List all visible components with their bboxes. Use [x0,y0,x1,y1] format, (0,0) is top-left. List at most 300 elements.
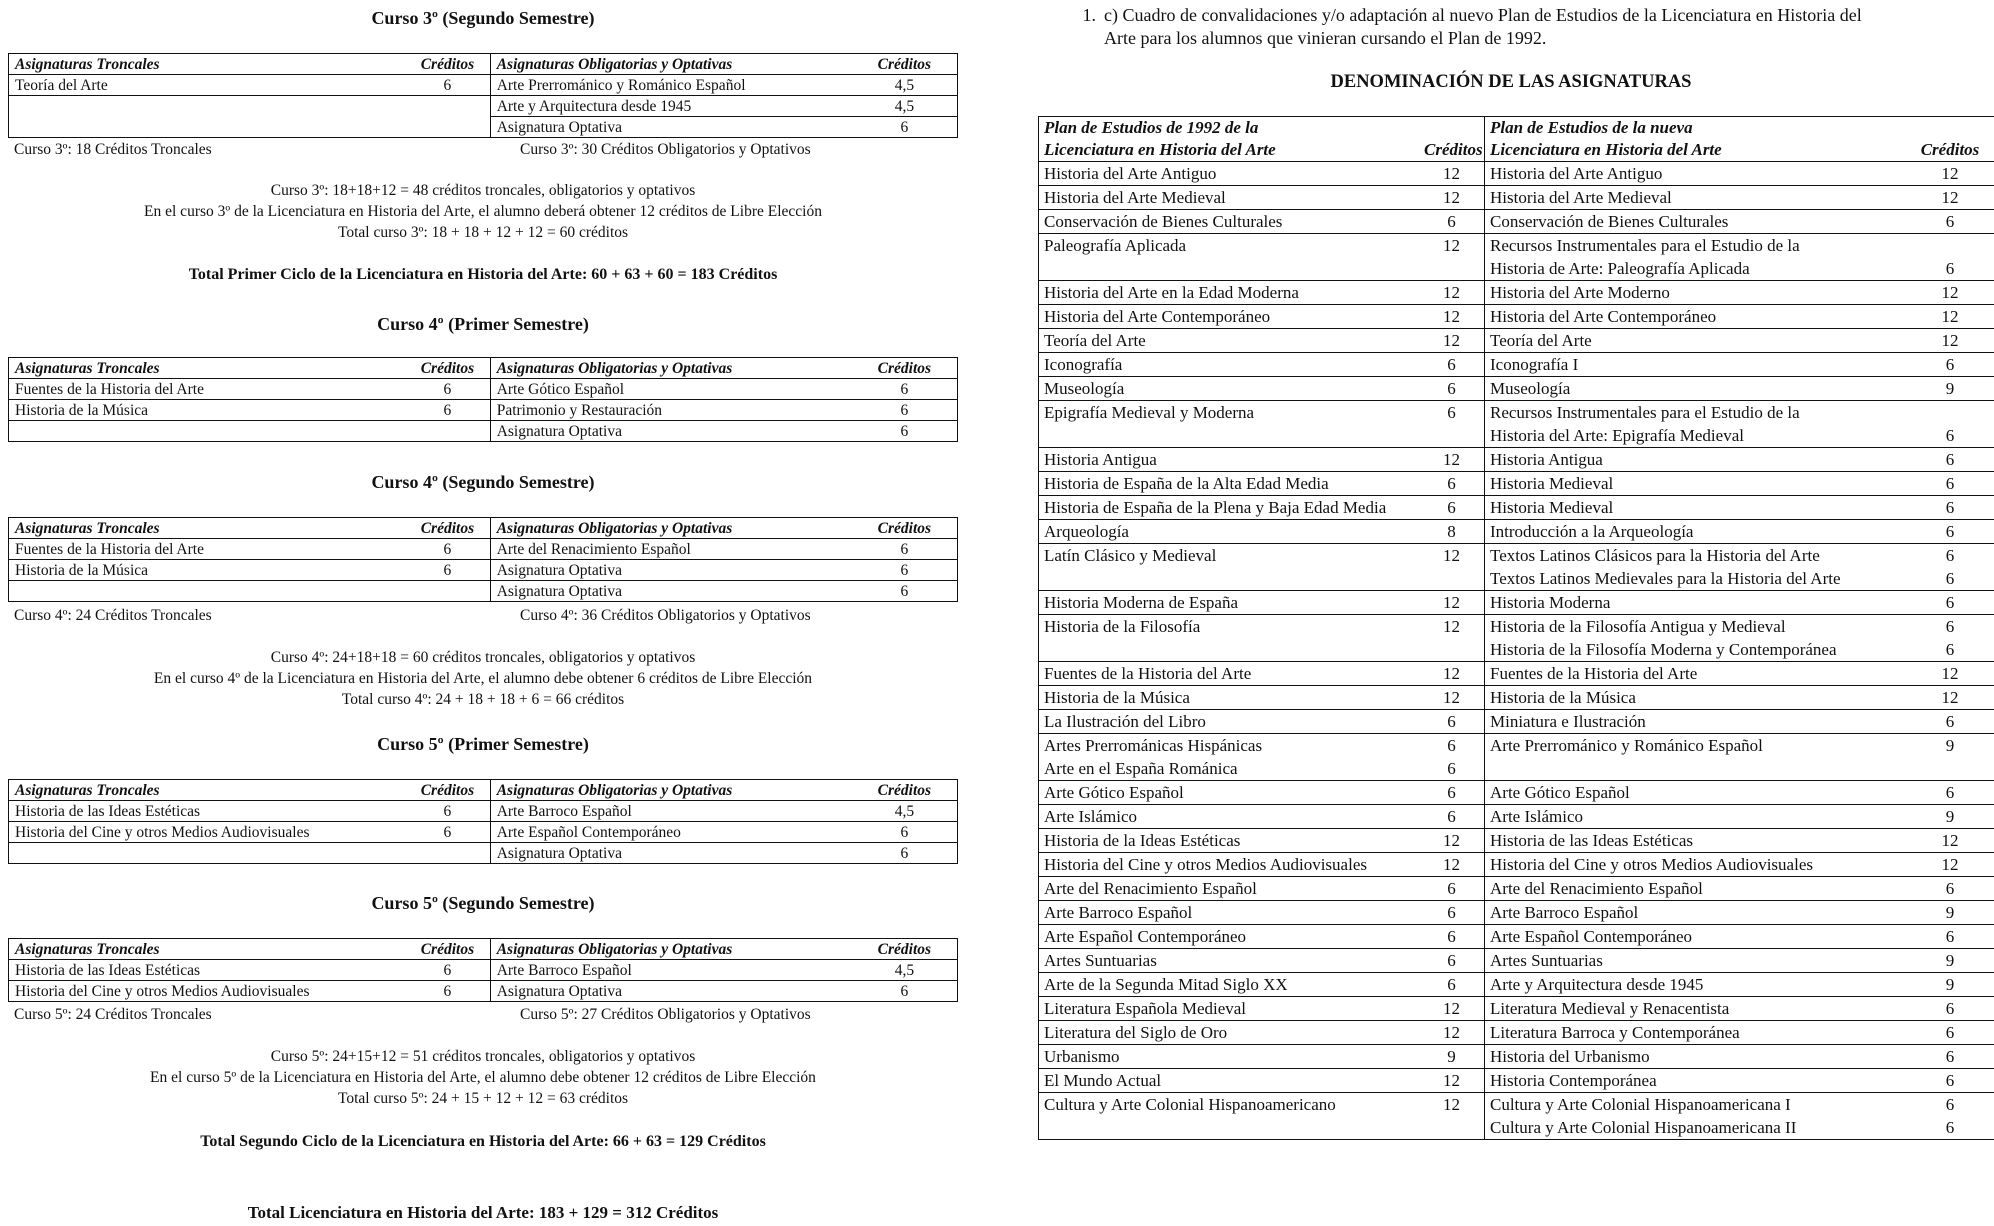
table-cell: Teoría del Arte [9,75,406,96]
header-obligatorias: Asignaturas Obligatorias y Optativas [490,939,852,960]
page-title: DENOMINACIÓN DE LAS ASIGNATURAS [1330,72,1692,92]
new-credits-cell [1905,448,1994,472]
new-subject: Recursos Instrumentales para el Estudio de la [1490,236,1800,255]
header-creditos: Créditos [852,54,958,75]
table-cell: 6 [405,560,490,581]
new-subject-cell [1485,973,1906,997]
new-subject-cell [1485,162,1906,186]
old-subject: Historia de España de la Plena y Baja Edad Media [1044,498,1387,517]
new-credits: 12 [1941,331,1959,350]
new-subject-cell [1485,949,1906,973]
credits-calculation [8,647,958,710]
new-subject-cell [1485,448,1906,472]
table-row [1039,925,1994,949]
table-cell: Asignatura Optativa [490,560,852,581]
new-subject-cell [1485,662,1906,686]
old-credits: 6 [1447,807,1456,826]
table-row [1039,1069,1994,1093]
section-title: Curso 3º (Segundo Semestre) [371,8,595,28]
old-subject: Fuentes de la Historia del Arte [1044,664,1252,683]
old-credits-cell [1419,1069,1485,1093]
old-credits-cell [1419,1021,1485,1045]
table-row [1039,234,1994,281]
old-subject-cell [1039,591,1420,615]
new-subject: Historia del Arte Contemporáneo [1490,307,1717,326]
new-credits [1910,401,1990,424]
old-credits: 8 [1447,522,1456,541]
old-subject: Historia del Arte Contemporáneo [1044,307,1271,326]
table-cell: 6 [852,822,958,843]
calc-line: Curso 4º: 24+18+18 = 60 créditos troncales, obligatorios y optativos [270,649,696,666]
table-cell: Arte Barroco Español [490,801,852,822]
old-credits: 6 [1447,879,1456,898]
new-subject-cell [1485,877,1906,901]
table-cell: 6 [852,539,958,560]
old-credits: 12 [1443,593,1460,612]
new-credits-cell [1905,1069,1994,1093]
new-credits: 12 [1941,664,1959,683]
section-title: Curso 5º (Segundo Semestre) [371,893,595,913]
table-row [1039,591,1994,615]
new-subject: Historia de la Filosofía Antigua y Medieval [1490,617,1786,636]
old-subject-cell [1039,520,1420,544]
new-subject: Historia del Cine y otros Medios Audiovisuales [1490,855,1813,874]
old-subject: Literatura Española Medieval [1044,999,1247,1018]
old-subject-cell [1039,401,1420,448]
new-credits: 9 [1945,379,1955,398]
table-row [1039,949,1994,973]
old-subject: Arte del Renacimiento Español [1044,879,1257,898]
credits-calculation [8,1046,958,1109]
old-subject: Historia del Cine y otros Medios Audiovisuales [1044,855,1367,874]
old-subject: Artes Suntuarias [1044,951,1157,970]
new-credits: 6 [1945,617,1955,636]
table-cell: 4,5 [852,960,958,981]
new-subject-cell [1485,901,1906,925]
table-cell: 4,5 [852,801,958,822]
new-credits: 6 [1945,783,1955,802]
table-cell: Asignatura Optativa [490,981,852,1002]
old-credits: 12 [1443,331,1460,350]
old-credits-cell [1419,162,1485,186]
table-row [1039,281,1994,305]
table-row [1039,448,1994,472]
new-credits-cell [1905,210,1994,234]
old-credits-cell [1419,496,1485,520]
new-credits-cell [1905,234,1994,281]
table-row [1039,520,1994,544]
old-credits-cell [1419,615,1485,662]
new-subject: Historia de la Música [1490,688,1636,707]
new-credits-cell [1905,925,1994,949]
new-credits: 6 [1945,879,1955,898]
old-credits: 12 [1443,1095,1460,1114]
new-credits: 6 [1945,593,1955,612]
table-cell: 4,5 [852,75,958,96]
table-row [1039,496,1994,520]
intro-line: Arte para los alumnos que vinieran cursando el Plan de 1992. [1104,28,1547,48]
header-new-plan [1485,117,1906,162]
new-subject-cell [1485,401,1906,448]
course-table [8,938,958,1002]
table-row [1039,186,1994,210]
table-cell: 6 [405,400,490,421]
table-cell: Historia de las Ideas Estéticas [9,801,406,822]
new-credits-cell [1905,281,1994,305]
new-subject: Historia de las Ideas Estéticas [1490,831,1693,850]
table-row [1039,686,1994,710]
old-credits-cell [1419,973,1485,997]
new-subject: Textos Latinos Medievales para la Historia del Arte [1490,569,1841,588]
old-credits-cell [1419,781,1485,805]
header-troncales: Asignaturas Troncales [9,939,406,960]
table-cell: Historia de la Música [9,400,406,421]
old-credits-cell [1419,662,1485,686]
new-credits-cell [1905,472,1994,496]
table-row [1039,1045,1994,1069]
new-subject: Cultura y Arte Colonial Hispanoamericana II [1490,1118,1797,1137]
table-cell: 6 [405,822,490,843]
table-row [1039,877,1994,901]
new-subject-cell [1485,329,1906,353]
old-subject-cell [1039,853,1420,877]
old-credits: 6 [1447,903,1456,922]
table-cell: 6 [405,960,490,981]
new-subject: Textos Latinos Clásicos para la Historia del Arte [1490,546,1820,565]
new-credits: 6 [1945,927,1955,946]
header-obligatorias: Asignaturas Obligatorias y Optativas [490,518,852,539]
new-subject-cell [1485,496,1906,520]
table-cell: Historia del Cine y otros Medios Audiovisuales [9,822,406,843]
table-row [1039,1093,1994,1140]
new-credits-cell [1905,377,1994,401]
old-subject: Cultura y Arte Colonial Hispanoamericano [1044,1095,1336,1114]
new-subject-cell [1485,710,1906,734]
new-credits: 6 [1945,522,1955,541]
table-cell [9,117,406,138]
new-credits-cell [1905,734,1994,781]
section-title: Curso 4º (Segundo Semestre) [371,472,595,492]
new-subject: Historia del Arte Medieval [1490,188,1672,207]
table-cell: 6 [852,117,958,138]
old-subject-cell [1039,901,1420,925]
old-credits: 12 [1443,688,1460,707]
new-credits-cell [1905,901,1994,925]
new-subject: Arte Español Contemporáneo [1490,927,1693,946]
table-row [1039,781,1994,805]
old-subject-cell [1039,162,1420,186]
table-row [1039,615,1994,662]
new-subject: Historia del Arte Moderno [1490,283,1670,302]
header-creditos: Créditos [405,358,490,379]
new-credits: 12 [1941,188,1959,207]
old-subject: Arte Español Contemporáneo [1044,927,1247,946]
new-credits-cell [1905,662,1994,686]
new-subject: Artes Suntuarias [1490,951,1603,970]
calc-line: Curso 3º: 18+18+12 = 48 créditos troncales, obligatorios y optativos [270,182,696,199]
header-obligatorias: Asignaturas Obligatorias y Optativas [490,54,852,75]
new-subject-cell [1485,805,1906,829]
new-credits: 9 [1945,951,1955,970]
old-subject-cell [1039,734,1420,781]
old-subject-cell [1039,329,1420,353]
new-credits-cell [1905,973,1994,997]
new-subject: Historia de Arte: Paleografía Aplicada [1490,259,1750,278]
table-cell: 6 [405,379,490,400]
old-subject: Paleografía Aplicada [1044,236,1187,255]
table-cell [9,843,406,864]
header-line: Plan de Estudios de la nueva [1490,118,1693,137]
table-row [1039,710,1994,734]
new-credits: 12 [1941,307,1959,326]
old-credits-cell [1419,1045,1485,1069]
table-cell: Historia de las Ideas Estéticas [9,960,406,981]
table-cell: 6 [405,75,490,96]
old-subject-cell [1039,973,1420,997]
new-credits: 12 [1941,831,1959,850]
old-subject: El Mundo Actual [1044,1071,1162,1090]
header-new-credits: Créditos [1905,117,1994,162]
old-subject-cell [1039,305,1420,329]
new-subject-cell [1485,1069,1906,1093]
new-subject: Recursos Instrumentales para el Estudio de la [1490,403,1800,422]
old-credits-cell [1419,853,1485,877]
old-credits-cell [1419,520,1485,544]
old-credits-cell [1419,925,1485,949]
old-credits: 12 [1443,664,1460,683]
new-credits-cell [1905,997,1994,1021]
old-subject: Museología [1044,379,1125,398]
old-credits: 6 [1447,975,1456,994]
header-creditos: Créditos [852,780,958,801]
new-subject-cell [1485,210,1906,234]
old-subject-cell [1039,710,1420,734]
old-subject-cell [1039,448,1420,472]
new-credits: 6 [1945,1118,1955,1137]
new-subject-cell [1485,1045,1906,1069]
header-creditos: Créditos [405,518,490,539]
old-subject-cell [1039,210,1420,234]
table-cell: 6 [852,843,958,864]
table-row [1039,901,1994,925]
old-credits-cell [1419,305,1485,329]
table-cell [405,117,490,138]
course-table [8,53,958,138]
old-subject: Artes Prerrománicas Hispánicas [1044,736,1263,755]
new-credits-cell [1905,853,1994,877]
summary-obligatorias: Curso 3º: 30 Créditos Obligatorios y Optativos [520,141,811,158]
header-creditos: Créditos [405,780,490,801]
new-credits-cell [1905,329,1994,353]
new-credits-cell [1905,615,1994,662]
old-credits-cell [1419,734,1485,781]
new-credits: 6 [1945,474,1955,493]
old-credits-cell [1419,686,1485,710]
table-row [1039,805,1994,829]
table-row [1039,472,1994,496]
new-credits: 6 [1945,640,1955,659]
old-subject-cell [1039,1045,1420,1069]
new-credits: 6 [1945,1071,1955,1090]
summary-troncales: Curso 4º: 24 Créditos Troncales [14,607,212,624]
old-subject: Arqueología [1044,522,1129,541]
new-credits-cell [1905,829,1994,853]
new-credits-cell [1905,305,1994,329]
table-cell: Fuentes de la Historia del Arte [9,379,406,400]
new-subject-cell [1485,781,1906,805]
old-subject: Historia Moderna de España [1044,593,1239,612]
old-credits-cell [1419,901,1485,925]
new-subject: Arte Barroco Español [1490,903,1639,922]
old-credits-cell [1419,472,1485,496]
header-old-credits: Créditos [1419,117,1485,162]
new-credits: 6 [1945,355,1955,374]
new-credits: 6 [1945,546,1955,565]
header-line: Plan de Estudios de 1992 de la [1044,118,1259,137]
header-troncales: Asignaturas Troncales [9,358,406,379]
old-credits-cell [1419,448,1485,472]
old-credits: 6 [1447,212,1456,231]
old-subject: Historia del Arte Medieval [1044,188,1226,207]
table-row [1039,401,1994,448]
new-credits: 6 [1945,712,1955,731]
old-subject-cell [1039,472,1420,496]
table-row [1039,829,1994,853]
old-credits: 12 [1443,164,1460,183]
old-credits-cell [1419,401,1485,448]
new-credits-cell [1905,686,1994,710]
new-subject: Iconografía I [1490,355,1579,374]
old-subject-cell [1039,949,1420,973]
new-subject-cell [1485,615,1906,662]
table-cell: 6 [852,981,958,1002]
new-credits [1910,234,1990,257]
new-credits: 12 [1941,688,1959,707]
table-cell: Historia de la Música [9,560,406,581]
table-cell: 6 [405,801,490,822]
summary-obligatorias: Curso 5º: 27 Créditos Obligatorios y Optativos [520,1006,811,1023]
old-subject-cell [1039,805,1420,829]
header-obligatorias: Asignaturas Obligatorias y Optativas [490,780,852,801]
calc-line: Curso 5º: 24+15+12 = 51 créditos troncales, obligatorios y optativos [270,1048,696,1065]
new-subject: Literatura Barroca y Contemporánea [1490,1023,1740,1042]
calc-line: En el curso 5º de la Licenciatura en Historia del Arte, el alumno debe obtener 12 créditos de Libre Elección [150,1069,816,1086]
table-row [1039,973,1994,997]
table-cell [405,843,490,864]
new-subject: Arte Islámico [1490,807,1583,826]
new-credits: 12 [1941,164,1959,183]
new-subject-cell [1485,734,1906,781]
header-creditos: Créditos [852,358,958,379]
new-credits: 6 [1945,1095,1955,1114]
old-subject: Latín Clásico y Medieval [1044,546,1217,565]
table-cell: 6 [405,539,490,560]
table-row [1039,162,1994,186]
new-subject-cell [1485,544,1906,591]
old-credits: 6 [1447,403,1456,422]
new-subject: Literatura Medieval y Renacentista [1490,999,1730,1018]
old-subject-cell [1039,781,1420,805]
old-credits: 6 [1447,712,1456,731]
table-row [1039,853,1994,877]
old-subject-cell [1039,877,1420,901]
new-subject: Introducción a la Arqueología [1490,522,1694,541]
header-obligatorias: Asignaturas Obligatorias y Optativas [490,358,852,379]
old-credits: 12 [1443,831,1460,850]
equivalence-table [1038,116,1994,1140]
new-subject-cell [1485,353,1906,377]
new-credits: 6 [1945,498,1955,517]
table-cell: Fuentes de la Historia del Arte [9,539,406,560]
total-primer-ciclo: Total Primer Ciclo de la Licenciatura en Historia del Arte: 60 + 63 + 60 = 183 Créditos [188,266,778,283]
total-licenciatura: Total Licenciatura en Historia del Arte: 183 + 129 = 312 Créditos [247,1203,719,1222]
header-troncales: Asignaturas Troncales [9,54,406,75]
old-subject: Historia de la Música [1044,688,1190,707]
header-creditos: Créditos [852,939,958,960]
old-credits-cell [1419,353,1485,377]
old-credits-cell [1419,829,1485,853]
table-cell: Arte Prerrománico y Románico Español [490,75,852,96]
old-subject: Historia del Arte Antiguo [1044,164,1217,183]
old-subject: Urbanismo [1044,1047,1120,1066]
summary-troncales: Curso 3º: 18 Créditos Troncales [14,141,212,158]
new-credits: 6 [1945,259,1955,278]
new-credits: 6 [1945,1023,1955,1042]
course-table [8,357,958,442]
old-credits-cell [1419,377,1485,401]
old-credits-cell [1419,949,1485,973]
old-credits-cell [1419,997,1485,1021]
new-credits-cell [1905,186,1994,210]
new-subject-cell [1485,305,1906,329]
calc-line: Total curso 5º: 24 + 15 + 12 + 12 = 63 créditos [337,1090,629,1107]
new-subject: Arte Prerrománico y Románico Español [1490,736,1763,755]
summary-troncales: Curso 5º: 24 Créditos Troncales [14,1006,212,1023]
new-subject-cell [1485,853,1906,877]
table-cell: 6 [852,581,958,602]
new-subject-cell [1485,829,1906,853]
old-subject-cell [1039,686,1420,710]
old-credits: 12 [1443,546,1460,565]
intro-line: c) Cuadro de convalidaciones y/o adaptación al nuevo Plan de Estudios de la Licenciatura en Historia del [1104,5,1862,25]
new-credits: 9 [1945,807,1955,826]
header-troncales: Asignaturas Troncales [9,518,406,539]
old-credits-cell [1419,1093,1485,1140]
old-subject-cell [1039,997,1420,1021]
old-credits-cell [1419,281,1485,305]
old-subject: Epigrafía Medieval y Moderna [1044,403,1255,422]
new-credits-cell [1905,1045,1994,1069]
old-subject: Historia del Arte en la Edad Moderna [1044,283,1299,302]
new-subject: Arte y Arquitectura desde 1945 [1490,975,1704,994]
new-credits-cell [1905,353,1994,377]
header-line: Licenciatura en Historia del Arte [1044,140,1276,159]
old-credits: 6 [1447,951,1456,970]
old-credits: 6 [1447,379,1456,398]
table-cell [405,581,490,602]
new-subject: Arte Gótico Español [1490,783,1630,802]
table-row [1039,305,1994,329]
table-row [1039,734,1994,781]
new-credits-cell [1905,710,1994,734]
new-subject: Historia de la Filosofía Moderna y Contemporánea [1490,640,1837,659]
new-credits-cell [1905,1093,1994,1140]
table-cell: Asignatura Optativa [490,421,852,442]
old-subject-cell [1039,662,1420,686]
new-credits: 6 [1945,212,1955,231]
old-credits-cell [1419,210,1485,234]
old-credits: 12 [1443,307,1460,326]
